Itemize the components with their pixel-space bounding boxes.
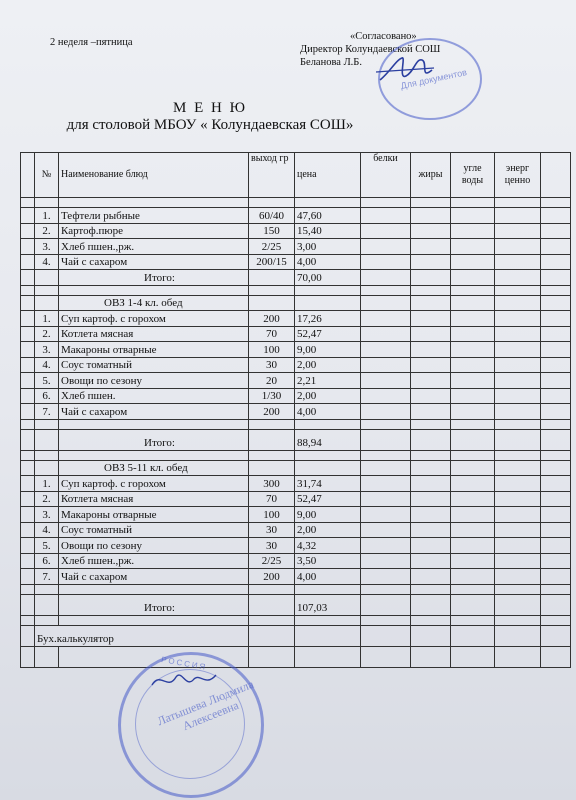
dish-yield: 30 (249, 522, 295, 538)
dish-yield: 30 (249, 538, 295, 554)
dish-yield: 150 (249, 223, 295, 239)
dish-name: Овощи по сезону (59, 538, 249, 554)
dish-yield: 200/15 (249, 254, 295, 270)
dish-yield: 100 (249, 342, 295, 358)
row-num: 7. (35, 404, 59, 420)
dish-yield: 60/40 (249, 208, 295, 224)
dish-price: 4,00 (295, 254, 361, 270)
blank-row (21, 285, 571, 295)
dish-price: 52,47 (295, 491, 361, 507)
menu-title (0, 100, 420, 134)
table-row (21, 569, 571, 585)
dish-name: Овощи по сезону (59, 373, 249, 389)
table-row (21, 326, 571, 342)
col-fat-header: жиры (411, 153, 451, 198)
table-row (21, 507, 571, 523)
row-num: 4. (35, 357, 59, 373)
lunch-5-11-title: ОВЗ 5-11 кл. обед (59, 460, 249, 476)
total-row (21, 594, 571, 615)
row-num: 4. (35, 522, 59, 538)
approval-line-1: «Согласовано» (350, 31, 417, 42)
blank-row (21, 646, 571, 667)
approval-line-3: Беланова Л.Б. (300, 57, 362, 68)
blank-row (21, 450, 571, 460)
table-row (21, 476, 571, 492)
dish-name: Чай с сахаром (59, 404, 249, 420)
dish-price: 15,40 (295, 223, 361, 239)
row-num: 5. (35, 373, 59, 389)
section-title-row (21, 295, 571, 311)
dish-yield: 30 (249, 357, 295, 373)
dish-yield: 70 (249, 326, 295, 342)
table-row (21, 553, 571, 569)
table-row (21, 388, 571, 404)
dish-name: Соус томатный (59, 357, 249, 373)
dish-name: Хлеб пшен.,рж. (59, 553, 249, 569)
col-price-header: цена (295, 153, 361, 198)
table-header-row (21, 153, 571, 198)
dish-price: 2,00 (295, 357, 361, 373)
dish-name: Макароны отварные (59, 507, 249, 523)
menu-title-line-1: М Е Н Ю (173, 100, 247, 116)
blank-row (21, 584, 571, 594)
stamp-country-text: РОССИЯ (160, 655, 208, 672)
dish-name: Суп картоф. с горохом (59, 311, 249, 327)
breakfast-section (21, 208, 571, 270)
table-row (21, 373, 571, 389)
dish-price: 9,00 (295, 342, 361, 358)
breakfast-total-label: Итого: (59, 270, 249, 286)
dish-name: Суп картоф. с горохом (59, 476, 249, 492)
table-row (21, 357, 571, 373)
row-num: 3. (35, 507, 59, 523)
col-protein-header: белки (361, 153, 411, 198)
lunch-5-11-total: 107,03 (295, 594, 361, 615)
dish-yield: 70 (249, 491, 295, 507)
section-title-row (21, 460, 571, 476)
menu-table (20, 152, 571, 668)
dish-price: 47,60 (295, 208, 361, 224)
row-num: 6. (35, 388, 59, 404)
lunch-1-4-title: ОВЗ 1-4 кл. обед (59, 295, 249, 311)
dish-price: 2,00 (295, 388, 361, 404)
dish-yield: 300 (249, 476, 295, 492)
dish-yield: 100 (249, 507, 295, 523)
dish-yield: 2/25 (249, 239, 295, 255)
dish-yield: 200 (249, 311, 295, 327)
approval-line-2: Директор Колундаевской СОШ (300, 44, 441, 55)
blank-row (21, 615, 571, 625)
approval-stamp-text: Для документов (399, 67, 468, 91)
col-energy-header: энерг ценно (495, 153, 541, 198)
row-num: 3. (35, 239, 59, 255)
lunch-5-11-section (21, 476, 571, 585)
dish-yield: 20 (249, 373, 295, 389)
table-row (21, 342, 571, 358)
dish-name: Котлета мясная (59, 326, 249, 342)
col-name-header: Наименование блюд (59, 153, 249, 198)
dish-price: 2,21 (295, 373, 361, 389)
accountant-signature (150, 665, 220, 695)
table-row (21, 208, 571, 224)
row-num: 5. (35, 538, 59, 554)
row-num: 2. (35, 223, 59, 239)
dish-name: Чай с сахаром (59, 254, 249, 270)
dish-yield: 200 (249, 404, 295, 420)
dish-name: Чай с сахаром (59, 569, 249, 585)
blank-row (21, 419, 571, 429)
total-row (21, 429, 571, 450)
row-num: 1. (35, 476, 59, 492)
accountant-row (21, 625, 571, 646)
total-row (21, 270, 571, 286)
row-num: 2. (35, 326, 59, 342)
dish-name: Соус томатный (59, 522, 249, 538)
lunch-1-4-total: 88,94 (295, 429, 361, 450)
dish-yield: 200 (249, 569, 295, 585)
lunch-1-4-section (21, 311, 571, 420)
table-row (21, 239, 571, 255)
dish-price: 4,00 (295, 404, 361, 420)
table-row (21, 254, 571, 270)
dish-price: 3,00 (295, 239, 361, 255)
dish-name: Котлета мясная (59, 491, 249, 507)
dish-name: Макароны отварные (59, 342, 249, 358)
table-row (21, 311, 571, 327)
col-num-header: № (35, 153, 59, 198)
dish-name: Тефтели рыбные (59, 208, 249, 224)
table-row (21, 522, 571, 538)
lunch-5-11-total-label: Итого: (59, 594, 249, 615)
row-num: 2. (35, 491, 59, 507)
dish-price: 4,00 (295, 569, 361, 585)
table-row (21, 491, 571, 507)
dish-yield: 2/25 (249, 553, 295, 569)
col-yield-header: выход гр (249, 153, 295, 198)
table-row (21, 404, 571, 420)
row-num: 6. (35, 553, 59, 569)
accountant-label: Бух.калькулятор (35, 625, 249, 646)
dish-price: 52,47 (295, 326, 361, 342)
row-num: 4. (35, 254, 59, 270)
dish-price: 3,50 (295, 553, 361, 569)
lunch-1-4-total-label: Итого: (59, 429, 249, 450)
table-row (21, 223, 571, 239)
row-num: 1. (35, 208, 59, 224)
dish-price: 31,74 (295, 476, 361, 492)
week-day-label: 2 неделя –пятница (50, 37, 133, 48)
row-num: 1. (35, 311, 59, 327)
menu-title-line-2: для столовой МБОУ « Колундаевская СОШ» (66, 117, 354, 133)
dish-name: Хлеб пшен.,рж. (59, 239, 249, 255)
dish-name: Хлеб пшен. (59, 388, 249, 404)
stamp-name-text: Латышева Людмила Алексеевна (155, 676, 256, 734)
row-num: 3. (35, 342, 59, 358)
dish-price: 9,00 (295, 507, 361, 523)
dish-price: 4,32 (295, 538, 361, 554)
dish-price: 17,26 (295, 311, 361, 327)
breakfast-total: 70,00 (295, 270, 361, 286)
table-row (21, 538, 571, 554)
director-signature (376, 50, 436, 90)
blank-row (21, 198, 571, 208)
row-num: 7. (35, 569, 59, 585)
col-carbs-header: угле воды (451, 153, 495, 198)
dish-name: Картоф.пюре (59, 223, 249, 239)
dish-price: 2,00 (295, 522, 361, 538)
dish-yield: 1/30 (249, 388, 295, 404)
